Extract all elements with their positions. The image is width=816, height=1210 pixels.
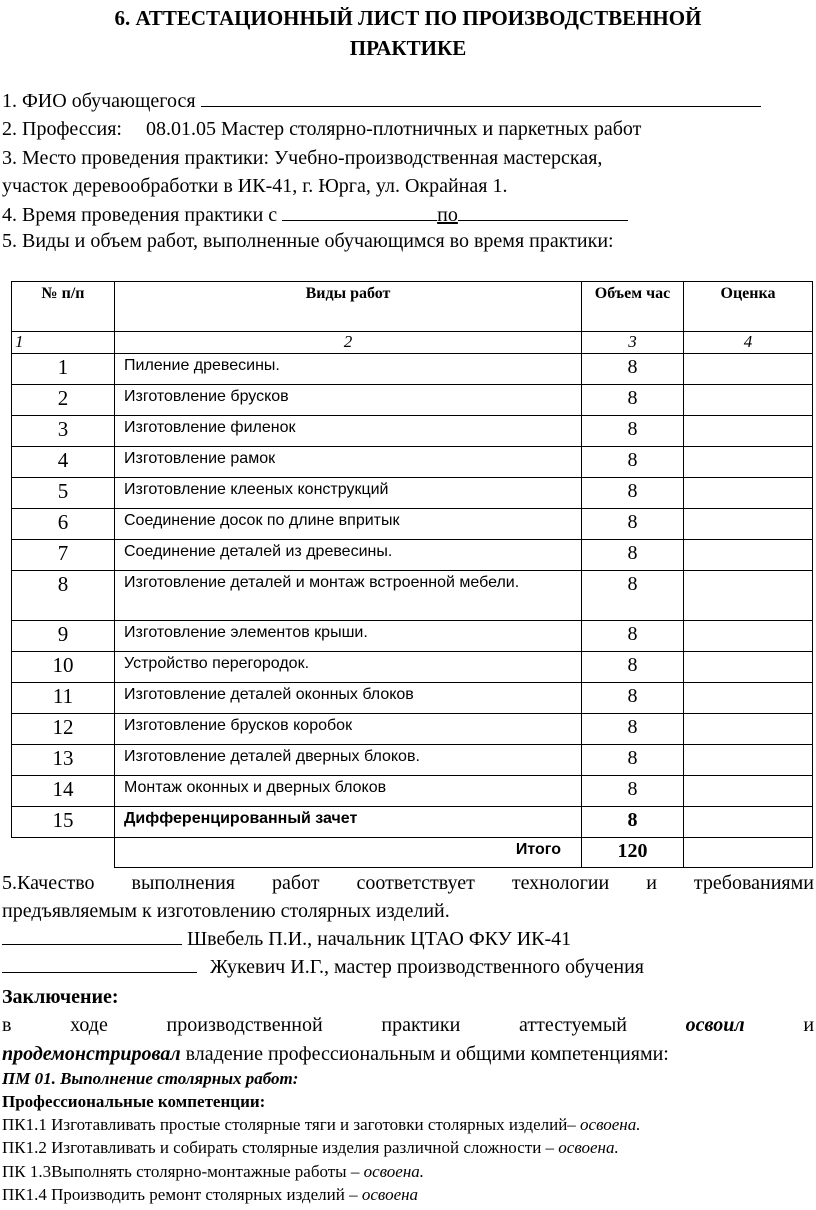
row-work-name: Изготовление деталей оконных блоков [115,683,582,714]
time-to-label: по [437,204,458,226]
row-work-name: Изготовление деталей и монтаж встроенной мебели. [115,571,582,621]
header-grade: Оценка [684,282,813,332]
competency-item [2,1183,814,1206]
signature-blank-2[interactable] [2,954,197,973]
table-row [12,540,813,571]
row-work-name: Монтаж оконных и дверных блоков [115,776,582,807]
row-number: 2 [12,385,115,416]
competency-text: ПК 1.3Выполнять столярно-монтажные работы – [2,1162,360,1181]
row-number: 3 [12,416,115,447]
competency-item [2,1113,814,1136]
row-hours: 8 [582,540,684,571]
row-grade-cell[interactable] [684,447,813,478]
time-from-blank[interactable] [282,202,437,221]
profession-value: 08.01.05 Мастер столярно-плотничных и паркетных работ [146,118,642,140]
header-number: № п/п [12,282,115,332]
place-line-1: 3. Место проведения практики: Учебно-производственная мастерская, [2,147,603,169]
row-number: 15 [12,807,115,838]
row-work-name: Изготовление брусков [115,385,582,416]
row-hours: 8 [582,714,684,745]
table-row [12,807,813,838]
row-hours: 8 [582,354,684,385]
fio-label: 1. ФИО обучающегося [2,90,196,112]
row-grade-cell[interactable] [684,571,813,621]
competency-item [2,1136,814,1159]
competency-text: ПК1.2 Изготавливать и собирать столярные изделия различной сложности – [2,1138,555,1157]
document-title [0,3,816,63]
index-4: 4 [684,332,813,354]
total-empty-cell [12,838,115,868]
profession-label: 2. Профессия: [2,118,122,140]
table-row [12,683,813,714]
row-work-name: Изготовление филенок [115,416,582,447]
index-1: 1 [12,332,115,354]
row-number: 6 [12,509,115,540]
conclusion-line-2 [2,1040,814,1068]
competency-status: освоена. [558,1138,619,1157]
title-line-1: 6. АТТЕСТАЦИОННЫЙ ЛИСТ ПО ПРОИЗВОДСТВЕННОЙ [114,6,702,30]
profession-line [2,117,641,141]
row-work-name: Устройство перегородок. [115,652,582,683]
row-work-name: Изготовление деталей дверных блоков. [115,745,582,776]
row-grade-cell[interactable] [684,354,813,385]
conclusion-line-1 [2,1011,814,1039]
row-grade-cell[interactable] [684,416,813,447]
row-work-name: Изготовление рамок [115,447,582,478]
signature-line-1 [2,926,571,951]
table-row [12,652,813,683]
quality-line-2: предъявляемым к изготовлению столярных изделий. [2,900,450,922]
row-number: 11 [12,683,115,714]
conclusion-demonstrated: продемонстрировал [2,1043,181,1065]
table-row [12,385,813,416]
row-hours: 8 [582,571,684,621]
row-number: 13 [12,745,115,776]
row-grade-cell[interactable] [684,621,813,652]
row-number: 5 [12,478,115,509]
table-row [12,714,813,745]
table-row [12,354,813,385]
place-line-2: участок деревообработки в ИК-41, г. Юрга, ул. Окрайная 1. [2,175,508,197]
prof-competencies-heading: Профессиональные компетенции: [2,1092,266,1111]
row-grade-cell[interactable] [684,714,813,745]
time-to-blank[interactable] [458,202,628,221]
competency-text: ПК1.1 Изготавливать простые столярные тяги и заготовки столярных изделий– [2,1115,576,1134]
fio-blank[interactable] [201,88,761,107]
row-work-name: Изготовление элементов крыши. [115,621,582,652]
conclusion-line-1-c: и [803,1014,815,1036]
competency-status: освоена [361,1185,419,1204]
index-2: 2 [115,332,582,354]
title-line-2: ПРАКТИКЕ [349,36,467,60]
time-label: 4. Время проведения практики с [2,204,278,226]
row-number: 10 [12,652,115,683]
index-3: 3 [582,332,684,354]
competency-text: ПК1.4 Производить ремонт столярных изделий – [2,1185,358,1204]
signature-1-text: Швебель П.И., начальник ЦТАО ФКУ ИК-41 [187,928,572,950]
fio-line [2,88,761,113]
row-hours: 8 [582,621,684,652]
conclusion-mastered: освоил [685,1014,745,1036]
row-grade-cell[interactable] [684,776,813,807]
row-grade-cell[interactable] [684,683,813,714]
table-row [12,416,813,447]
quality-line-1: 5.Качество выполнения работ соответствует технологии и требованиями [2,872,814,894]
row-grade-cell[interactable] [684,385,813,416]
row-hours: 8 [582,652,684,683]
row-hours: 8 [582,416,684,447]
row-number: 14 [12,776,115,807]
row-grade-cell[interactable] [684,478,813,509]
table-row [12,478,813,509]
table-row [12,745,813,776]
table-header-row [12,282,813,332]
row-number: 8 [12,571,115,621]
signature-2-text: Жукевич И.Г., мастер производственного обучения [210,956,644,978]
row-hours: 8 [582,745,684,776]
works-label: 5. Виды и объем работ, выполненные обучающимся во время практики: [2,230,614,252]
row-hours: 8 [582,447,684,478]
row-number: 4 [12,447,115,478]
row-grade-cell[interactable] [684,540,813,571]
row-grade-cell[interactable] [684,652,813,683]
row-grade-cell[interactable] [684,745,813,776]
table-row [12,447,813,478]
signature-blank-1[interactable] [2,926,182,945]
row-number: 7 [12,540,115,571]
row-hours: 8 [582,478,684,509]
competency-item [2,1160,814,1183]
total-grade-cell[interactable] [684,838,813,868]
total-value: 120 [582,838,684,868]
table-row [12,571,813,621]
competency-status: освоена. [580,1115,641,1134]
table-total-row [12,838,813,868]
row-work-name: Дифференцированный зачет [115,807,582,838]
row-work-name: Соединение деталей из древесины. [115,540,582,571]
row-work-name: Соединение досок по длине впритык [115,509,582,540]
row-work-name: Изготовление клееных конструкций [115,478,582,509]
works-table [11,281,813,868]
row-work-name: Изготовление брусков коробок [115,714,582,745]
competency-status: освоена. [363,1162,425,1181]
conclusion-line-1-a: в ходе производственной практики аттестуемый [2,1014,627,1036]
table-row [12,509,813,540]
conclusion-line-2-b: владение профессиональным и общими компетенциями: [185,1043,669,1065]
time-line [2,202,628,227]
row-number: 12 [12,714,115,745]
table-row [12,776,813,807]
row-grade-cell[interactable] [684,807,813,838]
row-work-name: Пиление древесины. [115,354,582,385]
header-hours: Объем час [582,282,684,332]
header-works: Виды работ [115,282,582,332]
row-number: 9 [12,621,115,652]
row-hours: 8 [582,776,684,807]
table-row [12,621,813,652]
row-hours: 8 [582,509,684,540]
total-label: Итого [115,838,582,868]
signature-line-2 [2,954,644,979]
conclusion-heading: Заключение: [2,986,119,1008]
row-hours: 8 [582,807,684,838]
row-hours: 8 [582,683,684,714]
row-hours: 8 [582,385,684,416]
pm-title: ПМ 01. Выполнение столярных работ: [2,1069,299,1088]
row-grade-cell[interactable] [684,509,813,540]
row-number: 1 [12,354,115,385]
table-index-row [12,332,813,354]
